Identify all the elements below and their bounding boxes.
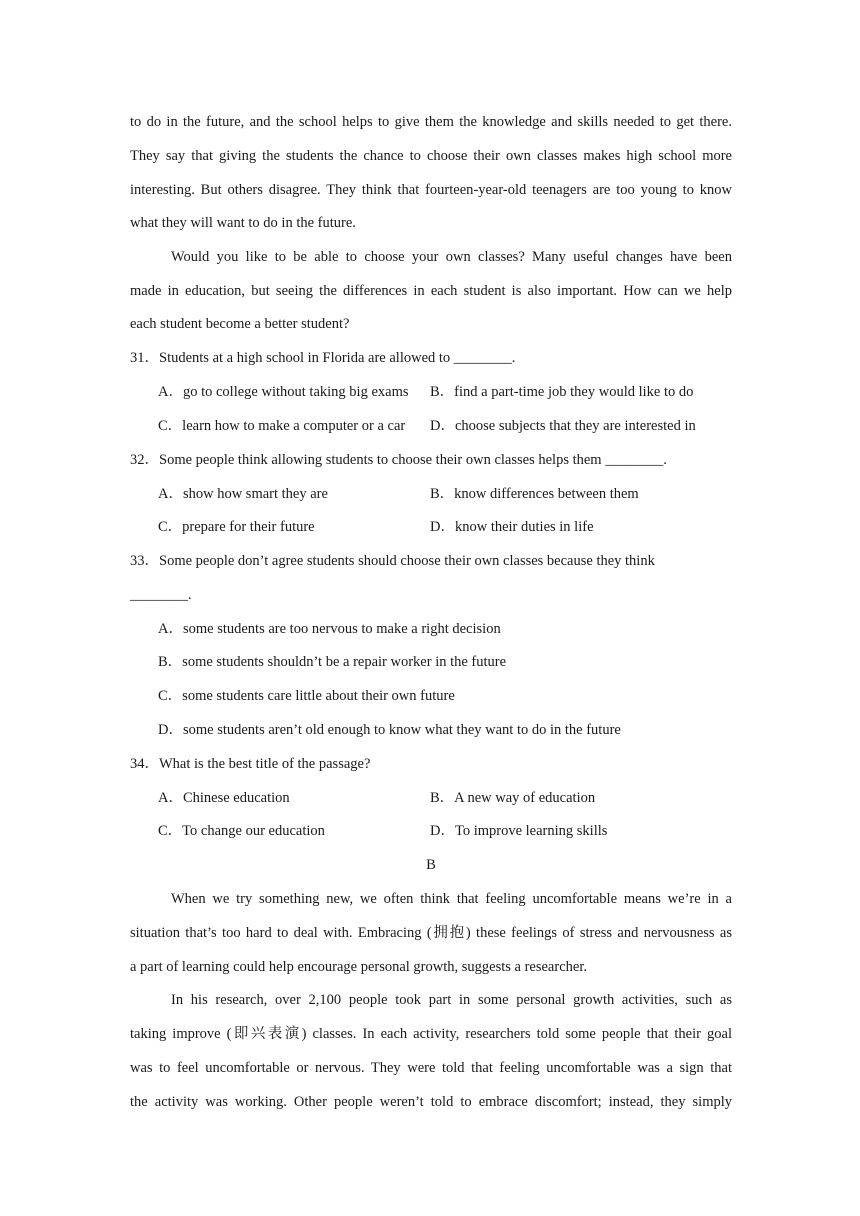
question-33-option-b: B．some students shouldn’t be a repair worker in the future <box>158 654 507 670</box>
question-32-option-c: C．prepare for their future <box>158 519 315 535</box>
question-33-option-d: D．some students aren’t old enough to know what they want to do in the future <box>158 722 621 738</box>
question-34-option-c: C．To change our education <box>158 823 325 839</box>
question-34-option-b: B．A new way of education <box>430 790 596 806</box>
passage-a-line: interesting. But others disagree. They think that fourteen-year-old teenagers are too young to know <box>130 182 732 198</box>
question-31-option-d: D．choose subjects that they are interested in <box>430 418 696 434</box>
question-31-option-b: B．find a part-time job they would like to do <box>430 384 694 400</box>
section-b-line: the activity was working. Other people weren’t told to embrace discomfort; instead, they simply <box>130 1094 732 1110</box>
section-b-paragraph-start: In his research, over 2,100 people took part in some personal growth activities, such as <box>171 992 732 1008</box>
passage-a-line: each student become a better student? <box>130 316 350 332</box>
question-34-option-d: D．To improve learning skills <box>430 823 608 839</box>
question-31-stem: 31．Students at a high school in Florida are allowed to ________. <box>130 350 516 366</box>
question-33-blank: ________. <box>130 587 192 603</box>
question-31-option-a: A．go to college without taking big exams <box>158 384 409 400</box>
question-32-option-a: A．show how smart they are <box>158 486 328 502</box>
section-b-line: was to feel uncomfortable or nervous. They were told that feeling uncomfortable was a sign that <box>130 1060 732 1076</box>
section-b-paragraph-start: When we try something new, we often think that feeling uncomfortable means we’re in a <box>171 891 732 907</box>
question-34-stem: 34．What is the best title of the passage? <box>130 756 371 772</box>
passage-a-line: They say that giving the students the chance to choose their own classes makes high school more <box>130 148 732 164</box>
section-b-line: a part of learning could help encourage personal growth, suggests a researcher. <box>130 959 587 975</box>
section-b-line: situation that’s too hard to deal with. Embracing (拥抱) these feelings of stress and nervousness as <box>130 925 732 941</box>
question-33-option-c: C．some students care little about their own future <box>158 688 455 704</box>
question-34-option-a: A．Chinese education <box>158 790 290 806</box>
passage-a-paragraph-start: Would you like to be able to choose your own classes? Many useful changes have been <box>171 249 732 265</box>
question-32-option-b: B．know differences between them <box>430 486 639 502</box>
passage-a-line: to do in the future, and the school helps to give them the knowledge and skills needed to get there. <box>130 114 732 130</box>
question-31-option-c: C．learn how to make a computer or a car <box>158 418 406 434</box>
question-33-stem: 33．Some people don’t agree students should choose their own classes because they think <box>130 553 655 569</box>
question-32-stem: 32．Some people think allowing students to choose their own classes helps them ________. <box>130 452 667 468</box>
section-b-line: taking improve (即兴表演) classes. In each activity, researchers told some people that their goal <box>130 1026 732 1042</box>
passage-a-line: what they will want to do in the future. <box>130 215 356 231</box>
question-32-option-d: D．know their duties in life <box>430 519 594 535</box>
question-33-option-a: A．some students are too nervous to make a right decision <box>158 621 501 637</box>
passage-a-line: made in education, but seeing the differences in each student is also important. How can we help <box>130 283 732 299</box>
section-b-heading: B <box>426 857 436 873</box>
